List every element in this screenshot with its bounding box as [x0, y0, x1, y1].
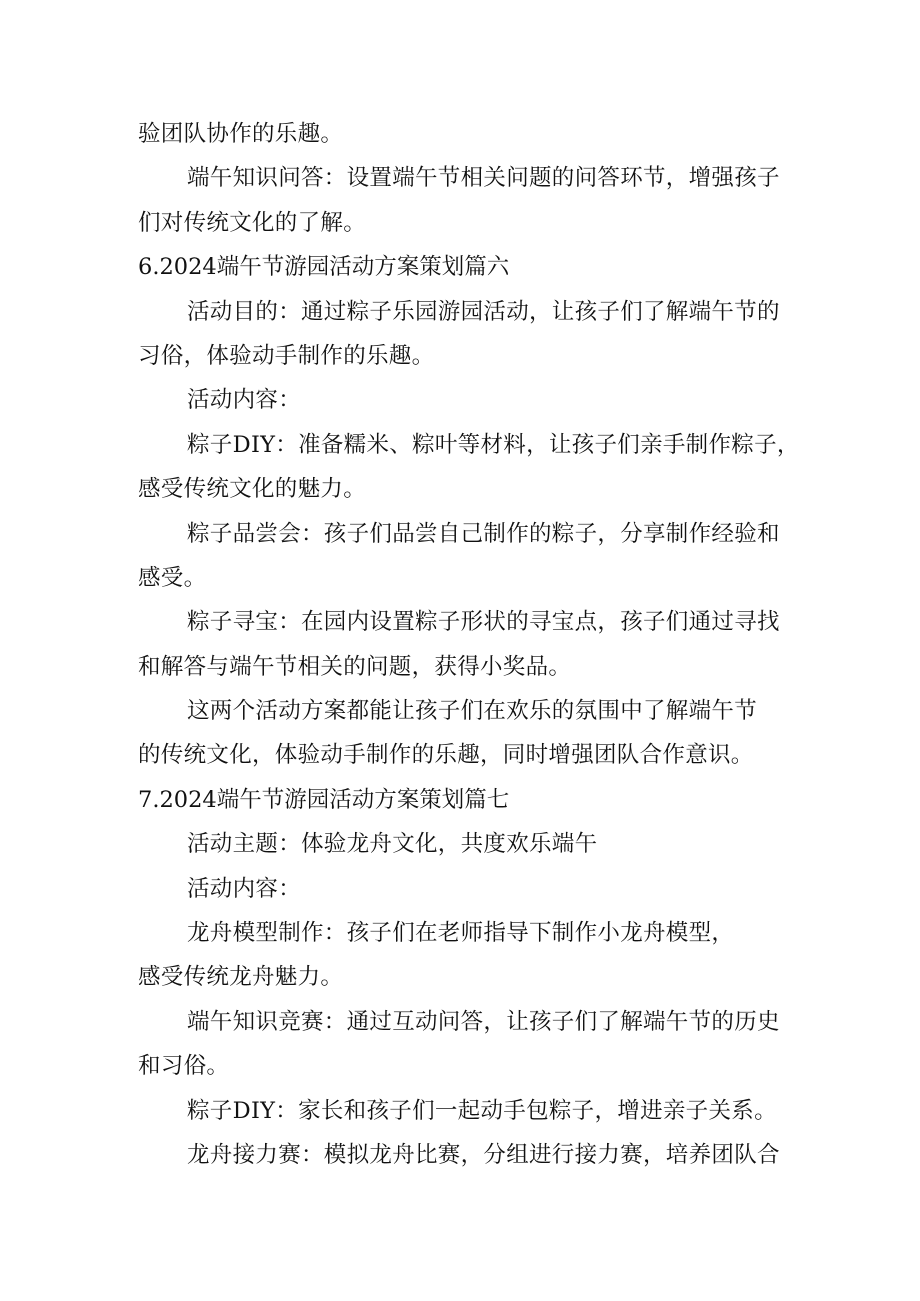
text-line: 感受。 — [138, 564, 207, 591]
text-line: 和习俗。 — [138, 1053, 230, 1080]
text-line: 粽子品尝会：孩子们品尝自己制作的粽子，分享制作经验和 — [187, 520, 780, 547]
text-line: 端午知识竞赛：通过互动问答，让孩子们了解端午节的历史 — [187, 1008, 780, 1035]
text-line: 龙舟接力赛：模拟龙舟比赛，分组进行接力赛，培养团队合 — [187, 1141, 780, 1168]
text-line: 验团队协作的乐趣。 — [138, 121, 344, 147]
text-line: 活动内容： — [187, 387, 302, 414]
text-line: 活动目的：通过粽子乐园游园活动，让孩子们了解端午节的 — [187, 298, 780, 325]
text-line: 粽子DIY：准备糯米、粽叶等材料，让孩子们亲手制作粽子， — [187, 431, 800, 458]
text-line: 粽子DIY：家长和孩子们一起动手包粽子，增进亲子关系。 — [187, 1097, 777, 1124]
text-line: 活动主题：体验龙舟文化，共度欢乐端午 — [187, 831, 598, 858]
text-line: 活动内容： — [187, 875, 302, 902]
text-line: 们对传统文化的了解。 — [138, 209, 367, 236]
text-line: 粽子寻宝：在园内设置粽子形状的寻宝点，孩子们通过寻找 — [187, 609, 780, 636]
text-line: 感受传统文化的魅力。 — [138, 476, 367, 503]
section-heading: 7.2024端午节游园活动方案策划篇七 — [138, 786, 510, 813]
text-line: 龙舟模型制作：孩子们在老师指导下制作小龙舟模型， — [187, 920, 735, 947]
text-line: 的传统文化，体验动手制作的乐趣，同时增强团队合作意识。 — [138, 742, 754, 769]
text-line: 和解答与端午节相关的问题，获得小奖品。 — [138, 653, 572, 680]
text-line: 这两个活动方案都能让孩子们在欢乐的氛围中了解端午节 — [187, 698, 758, 725]
text-line: 习俗，体验动手制作的乐趣。 — [138, 342, 435, 369]
text-line: 端午知识问答：设置端午节相关问题的问答环节，增强孩子 — [187, 165, 780, 192]
text-line: 感受传统龙舟魅力。 — [138, 964, 344, 991]
section-heading: 6.2024端午节游园活动方案策划篇六 — [138, 254, 510, 281]
document-body — [138, 112, 800, 1177]
